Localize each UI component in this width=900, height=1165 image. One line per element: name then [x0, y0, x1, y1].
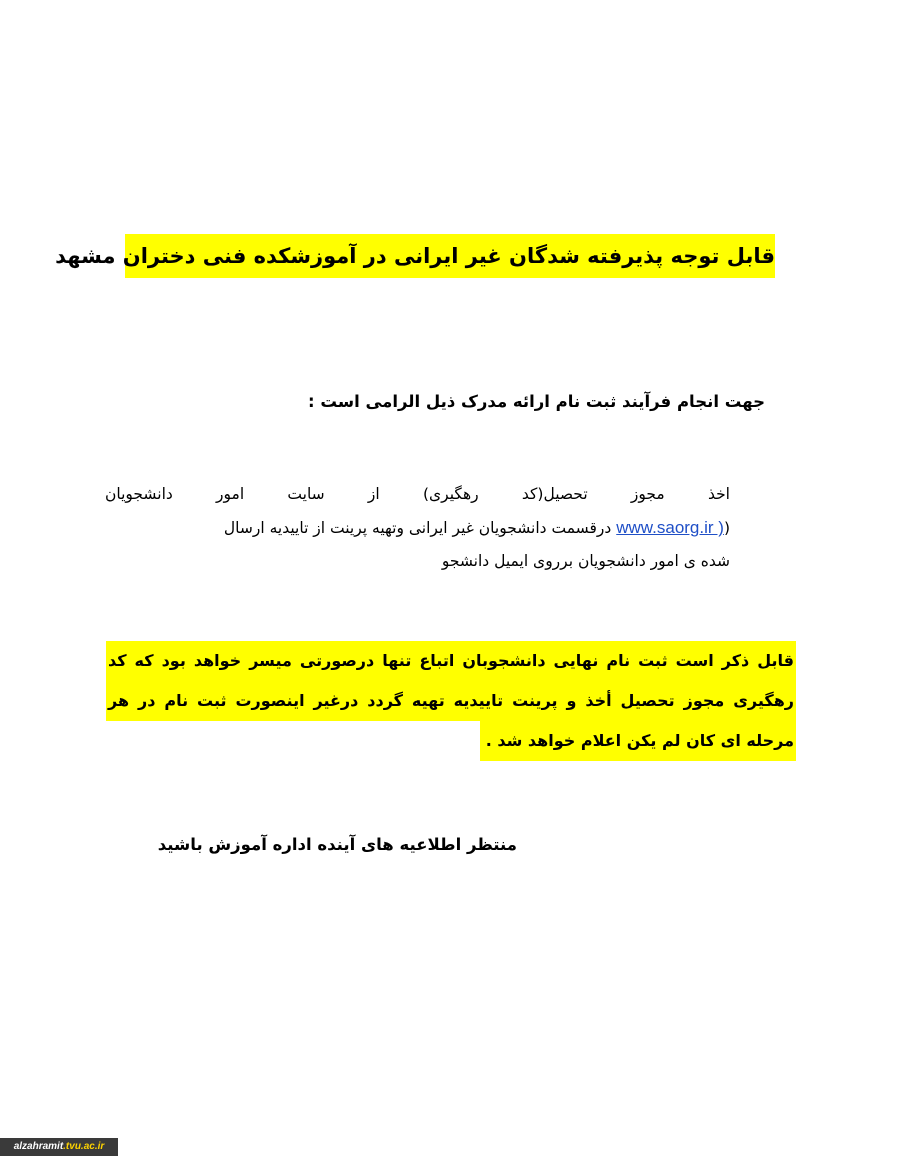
site-watermark [0, 1138, 118, 1156]
note-line-3: مرحله ای کان لم یکن اعلام خواهد شد . [480, 721, 796, 761]
watermark-domain: .tvu.ac.ir [63, 1141, 105, 1152]
step-line-2-text: درقسمت دانشجویان غیر ایرانی وتهیه پرینت از تاییدیه ارسال [223, 519, 612, 537]
step-line-3: شده ی امور دانشجویان برروی ایمیل دانشجو [441, 552, 730, 570]
note-line-2: رهگیری مجوز تحصیل أخذ و پرینت تاییدیه تهیه گردد درغیر اینصورت ثبت نام در هر [106, 681, 796, 721]
watermark-text: alzahramit [13, 1141, 64, 1152]
footer-message: منتظر اطلاعیه های آینده اداره آموزش باشید [157, 835, 517, 854]
registration-step [105, 478, 730, 578]
link-open-paren: ( [723, 519, 730, 537]
step-line-1: اخذ مجوز تحصیل(کد رهگیری) از سایت امور دانشجویان [105, 485, 730, 503]
saorg-link[interactable]: www.saorg.ir ) [616, 518, 724, 537]
step-line-2 [105, 511, 730, 545]
note-line-1: قابل ذکر است ثبت نام نهایی دانشجوبان اتباع تنها درصورتی میسر خواهد بود که کد [106, 641, 796, 681]
announcement-title: قابل توجه پذیرفته شدگان غیر ایرانی در آموزشکده فنی دختران مشهد [125, 234, 775, 278]
intro-text: جهت انجام فرآیند ثبت نام ارائه مدرک ذیل الرامی است : [308, 392, 765, 411]
important-note [106, 641, 796, 761]
